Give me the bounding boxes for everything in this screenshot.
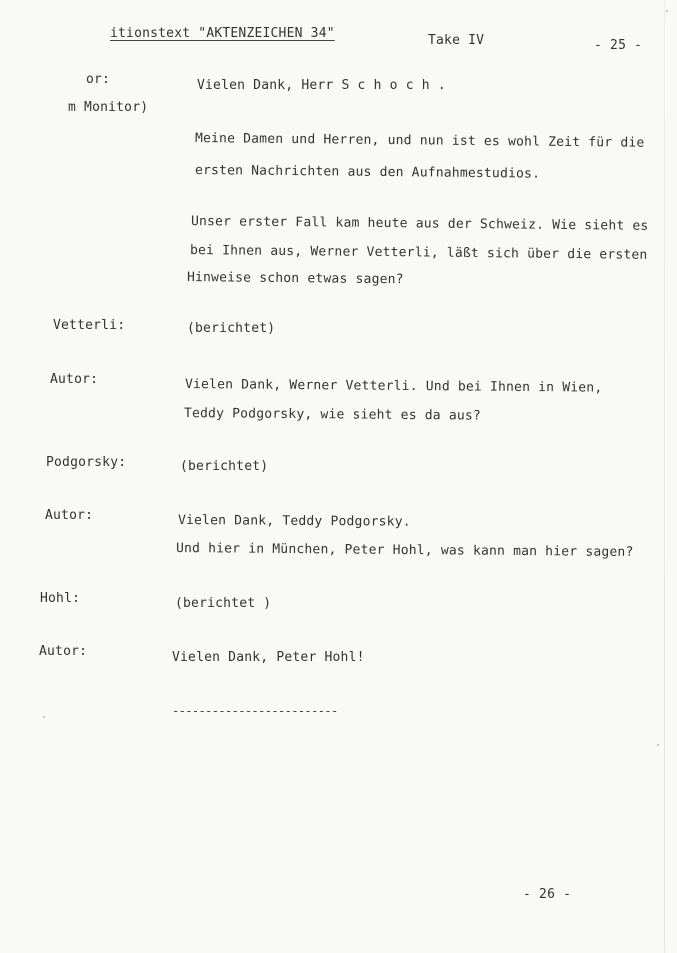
speaker-label: Podgorsky: xyxy=(46,455,127,470)
script-line: (berichtet) xyxy=(187,321,276,336)
document-title: itionstext "AKTENZEICHEN 34" xyxy=(110,26,335,41)
scan-speck xyxy=(657,744,659,746)
script-line: Meine Damen und Herren, und nun ist es wohl Zeit für die xyxy=(194,131,645,151)
speaker-label: Autor: xyxy=(50,372,99,387)
script-line: ersten Nachrichten aus den Aufnahmestudios. xyxy=(194,163,541,182)
script-line: Vielen Dank, Peter Hohl! xyxy=(172,650,365,665)
script-line: Vielen Dank, Teddy Podgorsky. xyxy=(177,513,411,530)
page-number: - 25 - xyxy=(594,38,643,53)
take-label: Take IV xyxy=(428,33,485,48)
script-line: Unser erster Fall kam heute aus der Schweiz. Wie sieht es xyxy=(190,214,649,234)
speaker-label: or: xyxy=(86,72,111,87)
next-page-number: - 26 - xyxy=(523,887,572,902)
speaker-label: Autor: xyxy=(39,644,88,659)
speaker-label: Autor: xyxy=(45,508,94,523)
speaker-label: Vetterli: xyxy=(53,318,126,333)
scan-speck xyxy=(666,10,668,12)
scan-speck xyxy=(43,716,45,718)
script-line: (berichtet ) xyxy=(175,596,272,611)
page-edge xyxy=(664,0,665,953)
script-line: Vielen Dank, Werner Vetterli. Und bei Ihnen in Wien, xyxy=(184,377,603,396)
script-line: Teddy Podgorsky, wie sieht es da aus? xyxy=(183,406,482,424)
separator-line: ------------------------- xyxy=(172,704,338,718)
script-line: Vielen Dank, Herr S c h o c h . xyxy=(197,78,446,93)
script-line: Hinweise schon etwas sagen? xyxy=(186,270,404,288)
script-line: bei Ihnen aus, Werner Vetterli, läßt sich über die ersten xyxy=(189,243,648,263)
speaker-label: m Monitor) xyxy=(68,100,149,115)
script-line: (berichtet) xyxy=(180,459,269,474)
speaker-label: Hohl: xyxy=(40,591,81,606)
script-line: Und hier in München, Peter Hohl, was kann man hier sagen? xyxy=(175,541,634,560)
